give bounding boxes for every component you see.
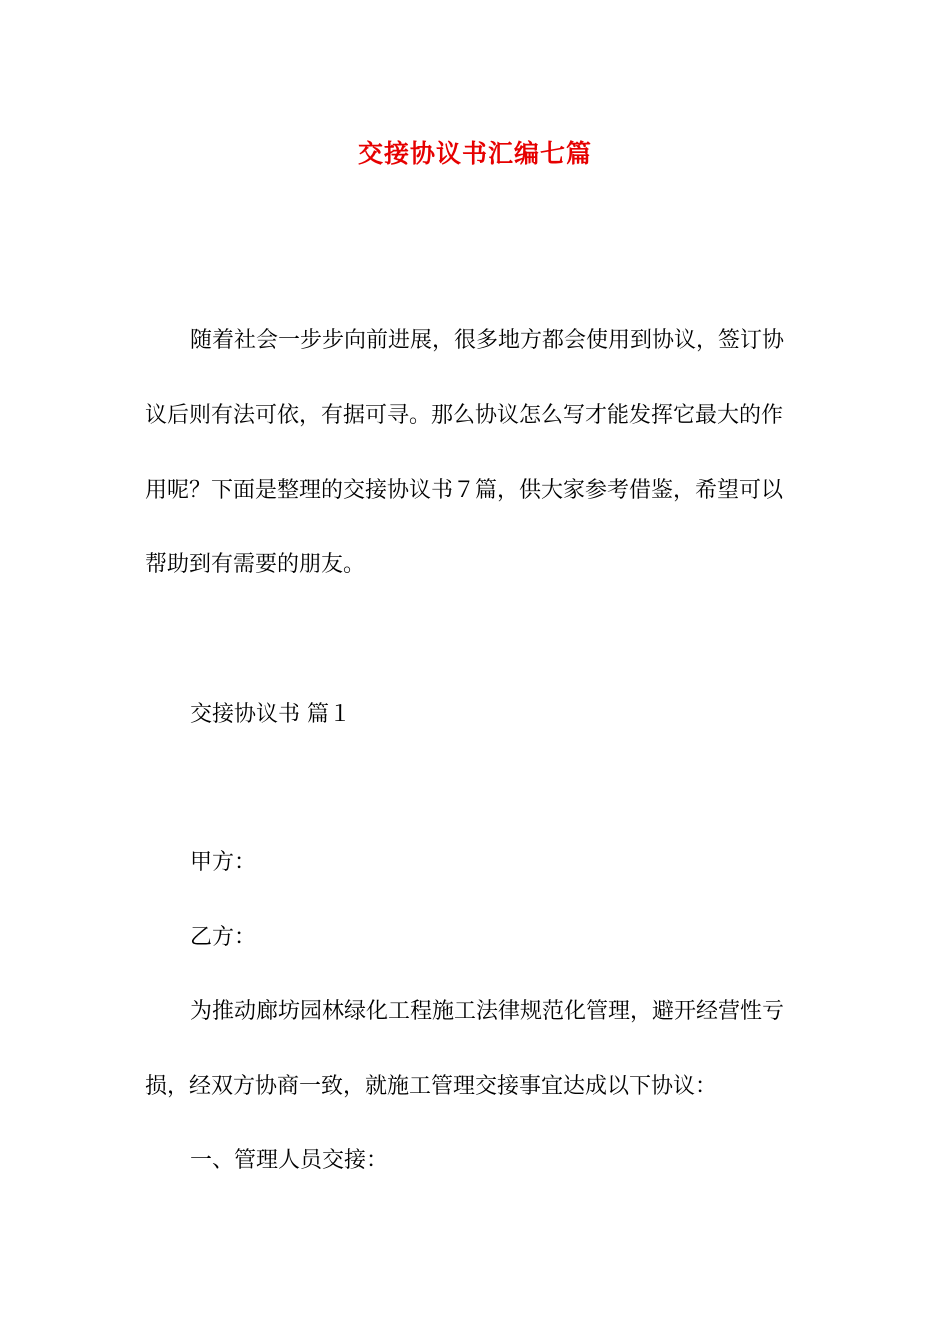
intro-line-2: 议后则有法可依，有据可寻。那么协议怎么写才能发挥它最大的作	[145, 403, 784, 428]
document-title: 交接协议书汇编七篇	[357, 139, 592, 168]
intro-line-1: 随着社会一步步向前进展，很多地方都会使用到协议，签订协	[190, 328, 785, 353]
intro-line-4: 帮助到有需要的朋友。	[145, 552, 366, 577]
intro-line-3: 用呢？下面是整理的交接协议书７篇，供大家参考借鉴，希望可以	[145, 478, 784, 503]
party-b-label: 乙方：	[190, 925, 257, 950]
clause-1-heading: 一、管理人员交接：	[190, 1148, 389, 1173]
purpose-line-1: 为推动廊坊园林绿化工程施工法律规范化管理，避开经营性亏	[190, 999, 785, 1024]
party-a-label: 甲方：	[190, 850, 257, 875]
purpose-line-2: 损，经双方协商一致，就施工管理交接事宜达成以下协议：	[145, 1074, 718, 1099]
section-heading: 交接协议书 篇１	[190, 702, 351, 727]
